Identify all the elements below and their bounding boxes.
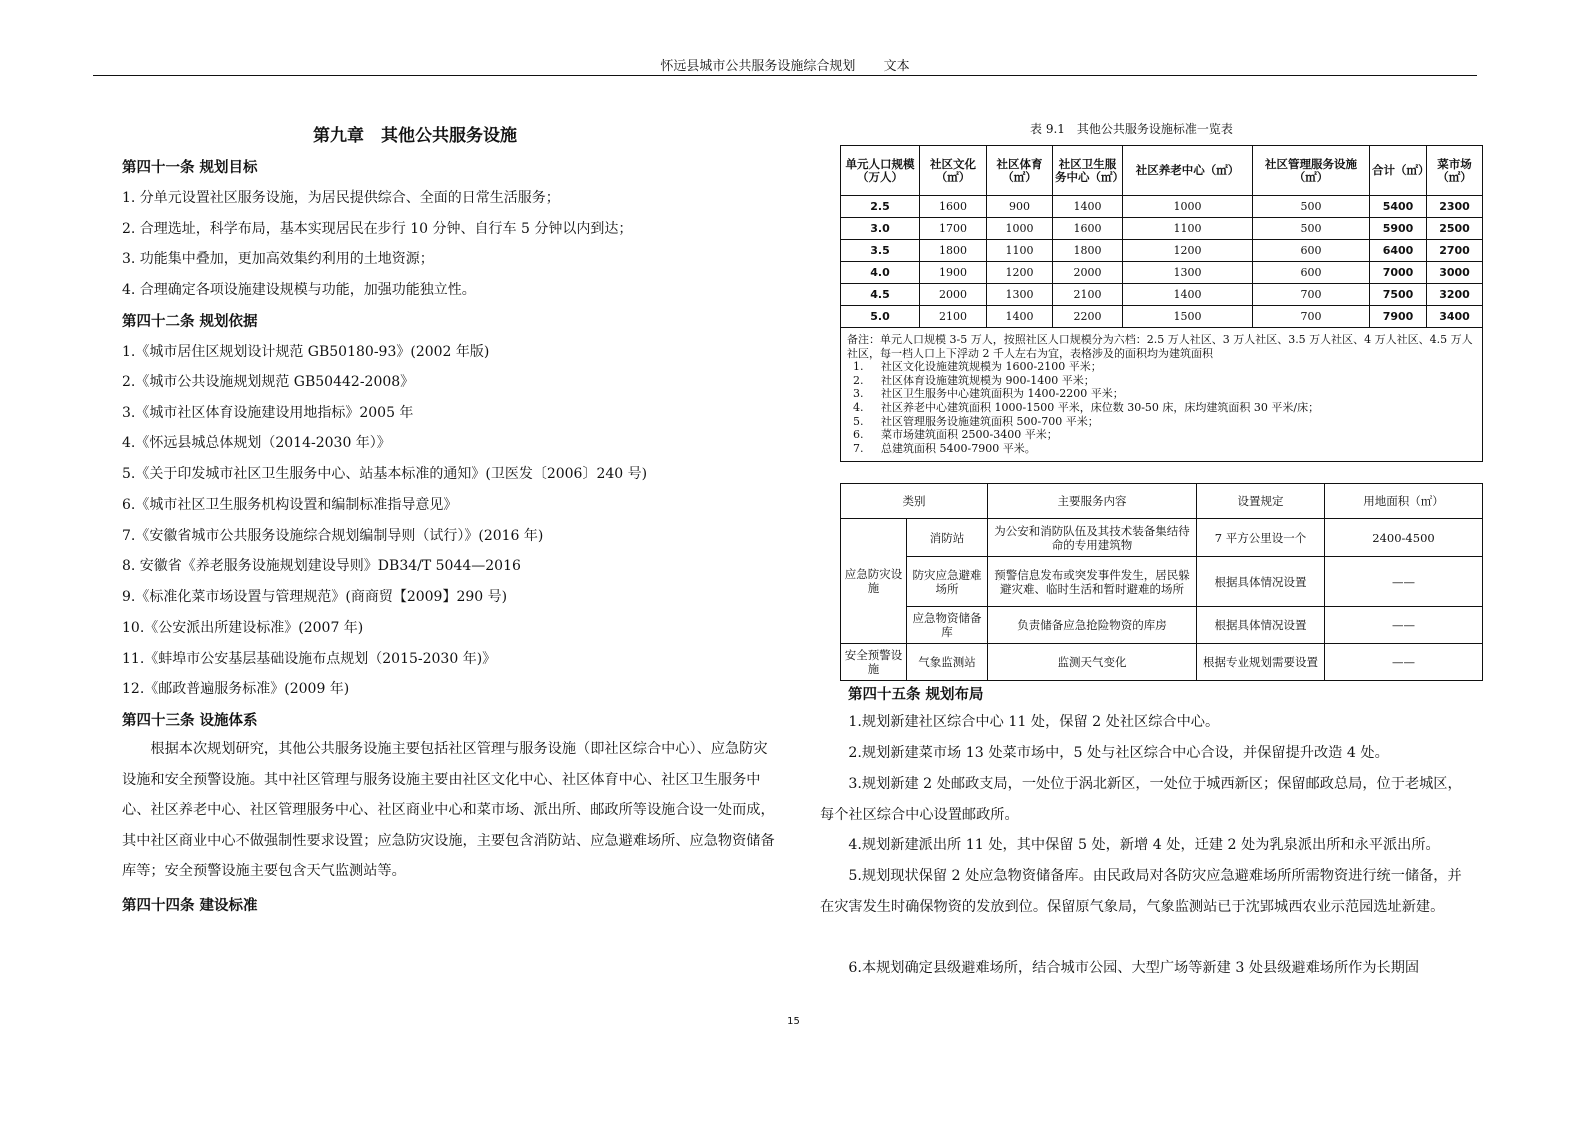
reference-item: 1.《城市居住区规划设计规范 GB50180-93》(2002 年版) (122, 344, 490, 360)
layout-item: 3.规划新建 2 处邮政支局，一处位于涡北新区，一处位于城西新区；保留邮政总局，位于老城区，每个社区综合中心设置邮政所。 (820, 776, 1462, 823)
table-cell: 气象监测站 (907, 644, 988, 681)
table-cell: 1400 (987, 306, 1053, 328)
table-cell: —— (1325, 644, 1483, 681)
article-41-item: 3. 功能集中叠加，更加高效集约利用的土地资源； (122, 251, 434, 267)
table-cell: 1900 (920, 262, 987, 284)
article-41-item: 1. 分单元设置社区服务设施，为居民提供综合、全面的日常生活服务； (122, 190, 560, 206)
layout-item: 5.规划现状保留 2 处应急物资储备库。由民政局对各防灾应急避难场所所需物资进行统一储备，并在灾害发生时确保物资的发放到位。保留原气象局，气象监测站已于沈郢城西农业示范园选址新建。 (820, 868, 1462, 915)
reference-item: 12.《邮政普遍服务标准》(2009 年) (122, 681, 350, 697)
table-cell: 1400 (1123, 284, 1253, 306)
table-notes (841, 328, 1483, 462)
table-header: 社区管理服务设施（㎡） (1253, 146, 1370, 196)
table-cell: 3.5 (841, 240, 920, 262)
table-cell: 2400-4500 (1325, 519, 1483, 557)
table-header-row (841, 146, 1483, 196)
table-cell: 1000 (987, 218, 1053, 240)
table-cell: 3000 (1427, 262, 1483, 284)
table-cell: 1600 (1053, 218, 1123, 240)
table-row (841, 607, 1483, 644)
table-cell: 4.0 (841, 262, 920, 284)
table-cell: 600 (1253, 240, 1370, 262)
table-cell: 7500 (1370, 284, 1427, 306)
reference-item: 8. 安徽省《养老服务设施规划建设导则》DB34/T 5044—2016 (122, 558, 521, 574)
table-cell: 5900 (1370, 218, 1427, 240)
standards-table (840, 145, 1483, 462)
table-row (841, 196, 1483, 218)
table-cell: 900 (987, 196, 1053, 218)
article-45-title: 第四十五条 规划布局 (848, 687, 984, 703)
table-header-row (841, 484, 1483, 519)
article-43-text: 根据本次规划研究，其他公共服务设施主要包括社区管理与服务设施（即社区综合中心）、应急防灾设施和安全预警设施。其中社区管理与服务设施主要由社区文化中心、社区体育中心、社区卫生服务中心、社区养老中心、社区管理服务中心、社区商业中心和菜市场、派出所、邮政所等设施合设一处而成，其中社区商业中心不做强制性要求设置；应急防灾设施，主要包含消防站、应急避难场所、应急物资储备库等；安全预警设施主要包含天气监测站等。 (122, 741, 775, 880)
table-row (841, 306, 1483, 328)
notes-intro: 备注：单元人口规模 3-5 万人，按照社区人口规模分为六档：2.5 万人社区、3 万人社区、3.5 万人社区、4 万人社区、4.5 万人社区，每一档人口上下浮动 2 千人左右为宜，表格涉及的面积均为建筑面积 (847, 333, 1473, 360)
chapter-title: 第九章 其他公共服务设施 (313, 126, 517, 146)
table-cell: —— (1325, 557, 1483, 607)
table-cell: 500 (1253, 218, 1370, 240)
article-41-item: 2. 合理选址，科学布局，基本实现居民在步行 10 分钟、自行车 5 分钟以内到达； (122, 221, 633, 237)
table-cell: 2100 (1053, 284, 1123, 306)
table-cell: 1300 (1123, 262, 1253, 284)
article-43-title: 第四十三条 设施体系 (122, 713, 258, 729)
reference-item: 6.《城市社区卫生服务机构设置和编制标准指导意见》 (122, 497, 458, 513)
table-header: 设置规定 (1197, 484, 1325, 519)
emergency-facilities-table (840, 483, 1483, 681)
table-cell: 1500 (1123, 306, 1253, 328)
table-header: 社区养老中心（㎡） (1123, 146, 1253, 196)
table-cell: 1300 (987, 284, 1053, 306)
table-cell: 1800 (920, 240, 987, 262)
table-cell: 700 (1253, 306, 1370, 328)
reference-item: 3.《城市社区体育设施建设用地指标》2005 年 (122, 405, 414, 421)
table-cell: 根据具体情况设置 (1197, 557, 1325, 607)
table-cell: 2000 (1053, 262, 1123, 284)
table-row (841, 644, 1483, 681)
layout-item: 2.规划新建菜市场 13 处菜市场中，5 处与社区综合中心合设，并保留提升改造 4 处。 (848, 745, 1389, 761)
layout-item: 1.规划新建社区综合中心 11 处，保留 2 处社区综合中心。 (848, 714, 1220, 730)
table-header: 合计（㎡） (1370, 146, 1427, 196)
table-cell: 预警信息发布或突发事件发生，居民躲避灾难、临时生活和暂时避难的场所 (988, 557, 1197, 607)
table-cell: 负责储备应急抢险物资的库房 (988, 607, 1197, 644)
table-cell: 500 (1253, 196, 1370, 218)
table-header: 社区文化（㎡） (920, 146, 987, 196)
category-cell: 安全预警设施 (841, 644, 907, 681)
table-row (841, 240, 1483, 262)
table-header: 用地面积（㎡） (1325, 484, 1483, 519)
table-cell: 监测天气变化 (988, 644, 1197, 681)
table-cell: 根据具体情况设置 (1197, 607, 1325, 644)
reference-item: 11.《蚌埠市公安基层基础设施布点规划（2015-2030 年)》 (122, 651, 497, 667)
table-cell: 7 平方公里设一个 (1197, 519, 1325, 557)
table-cell: 1800 (1053, 240, 1123, 262)
reference-item: 5.《关于印发城市社区卫生服务中心、站基本标准的通知》(卫医发〔2006〕240 号) (122, 466, 648, 482)
table-header: 社区体育（㎡） (987, 146, 1053, 196)
table-cell: 3.0 (841, 218, 920, 240)
table-row (841, 519, 1483, 557)
table-cell: 为公安和消防队伍及其技术装备集结待命的专用建筑物 (988, 519, 1197, 557)
table-cell: 1100 (987, 240, 1053, 262)
table-row (841, 284, 1483, 306)
table-cell: 5.0 (841, 306, 920, 328)
table-cell: 1200 (987, 262, 1053, 284)
article-41-item: 4. 合理确定各项设施建设规模与功能，加强功能独立性。 (122, 282, 476, 298)
table-cell: 2500 (1427, 218, 1483, 240)
table-cell: 6400 (1370, 240, 1427, 262)
table-cell: 2700 (1427, 240, 1483, 262)
table-row (841, 262, 1483, 284)
table-cell: 消防站 (907, 519, 988, 557)
table-cell: 2300 (1427, 196, 1483, 218)
table-header: 单元人口规模（万人） (841, 146, 920, 196)
table-cell: 1000 (1123, 196, 1253, 218)
table-cell: 7900 (1370, 306, 1427, 328)
table-header: 类别 (841, 484, 988, 519)
note-item: 3. 社区卫生服务中心建筑面积为 1400-2200 平米； (853, 387, 1124, 401)
table-cell: —— (1325, 607, 1483, 644)
table-row (841, 557, 1483, 607)
note-item: 1. 社区文化设施建筑规模为 1600-2100 平米； (853, 360, 1102, 374)
table-cell: 7000 (1370, 262, 1427, 284)
page-header (95, 55, 1475, 74)
header-rule (93, 75, 1477, 76)
table-cell: 600 (1253, 262, 1370, 284)
layout-item: 4.规划新建派出所 11 处，其中保留 5 处，新增 4 处，迁建 2 处为乳泉派出所和永平派出所。 (848, 837, 1440, 853)
reference-item: 7.《安徽省城市公共服务设施综合规划编制导则（试行）》(2016 年) (122, 528, 544, 544)
table-cell: 1700 (920, 218, 987, 240)
table-cell: 1100 (1123, 218, 1253, 240)
table-header: 主要服务内容 (988, 484, 1197, 519)
note-item: 6. 菜市场建筑面积 2500-3400 平米； (853, 428, 1058, 442)
table-row (841, 218, 1483, 240)
table-cell: 2100 (920, 306, 987, 328)
table-cell: 2000 (920, 284, 987, 306)
article-42-title: 第四十二条 规划依据 (122, 314, 258, 330)
table-cell: 1200 (1123, 240, 1253, 262)
note-item: 5. 社区管理服务设施建筑面积 500-700 平米； (853, 414, 1099, 428)
table-notes-row (841, 328, 1483, 462)
header-doc-type: 文本 (883, 59, 910, 74)
note-item: 2. 社区体育设施建筑规模为 900-1400 平米； (853, 373, 1095, 387)
table-cell: 根据专业规划需要设置 (1197, 644, 1325, 681)
reference-item: 4.《怀远县城总体规划（2014-2030 年）》 (122, 435, 391, 451)
table-cell: 5400 (1370, 196, 1427, 218)
note-item: 7. 总建筑面积 5400-7900 平米。 (853, 441, 1036, 455)
header-title: 怀远县城市公共服务设施综合规划 (660, 59, 856, 74)
table-header: 菜市场（㎡） (1427, 146, 1483, 196)
article-44-title: 第四十四条 建设标准 (122, 898, 258, 914)
table-cell: 2.5 (841, 196, 920, 218)
table-cell: 2200 (1053, 306, 1123, 328)
page-number: 15 (787, 1016, 800, 1027)
table-cell: 700 (1253, 284, 1370, 306)
article-41-title: 第四十一条 规划目标 (122, 160, 258, 176)
reference-item: 9.《标准化菜市场设置与管理规范》(商商贸【2009】290 号) (122, 589, 508, 605)
reference-item: 10.《公安派出所建设标准》(2007 年) (122, 620, 364, 636)
table-cell: 1400 (1053, 196, 1123, 218)
table-cell: 4.5 (841, 284, 920, 306)
reference-item: 2.《城市公共设施规划规范 GB50442-2008》 (122, 374, 415, 390)
layout-item: 6.本规划确定县级避难场所，结合城市公园、大型广场等新建 3 处县级避难场所作为长期固 (848, 960, 1420, 976)
table-header: 社区卫生服务中心（㎡） (1053, 146, 1123, 196)
note-item: 4. 社区养老中心建筑面积 1000-1500 平米，床位数 30-50 床，床均建筑面积 30 平米/床； (853, 400, 1320, 414)
table-cell: 应急物资储备库 (907, 607, 988, 644)
table-cell: 1600 (920, 196, 987, 218)
table-cell: 防灾应急避难场所 (907, 557, 988, 607)
table-caption: 表 9.1 其他公共服务设施标准一览表 (1030, 122, 1233, 136)
table-cell: 3400 (1427, 306, 1483, 328)
category-cell: 应急防灾设施 (841, 519, 907, 644)
table-cell: 3200 (1427, 284, 1483, 306)
